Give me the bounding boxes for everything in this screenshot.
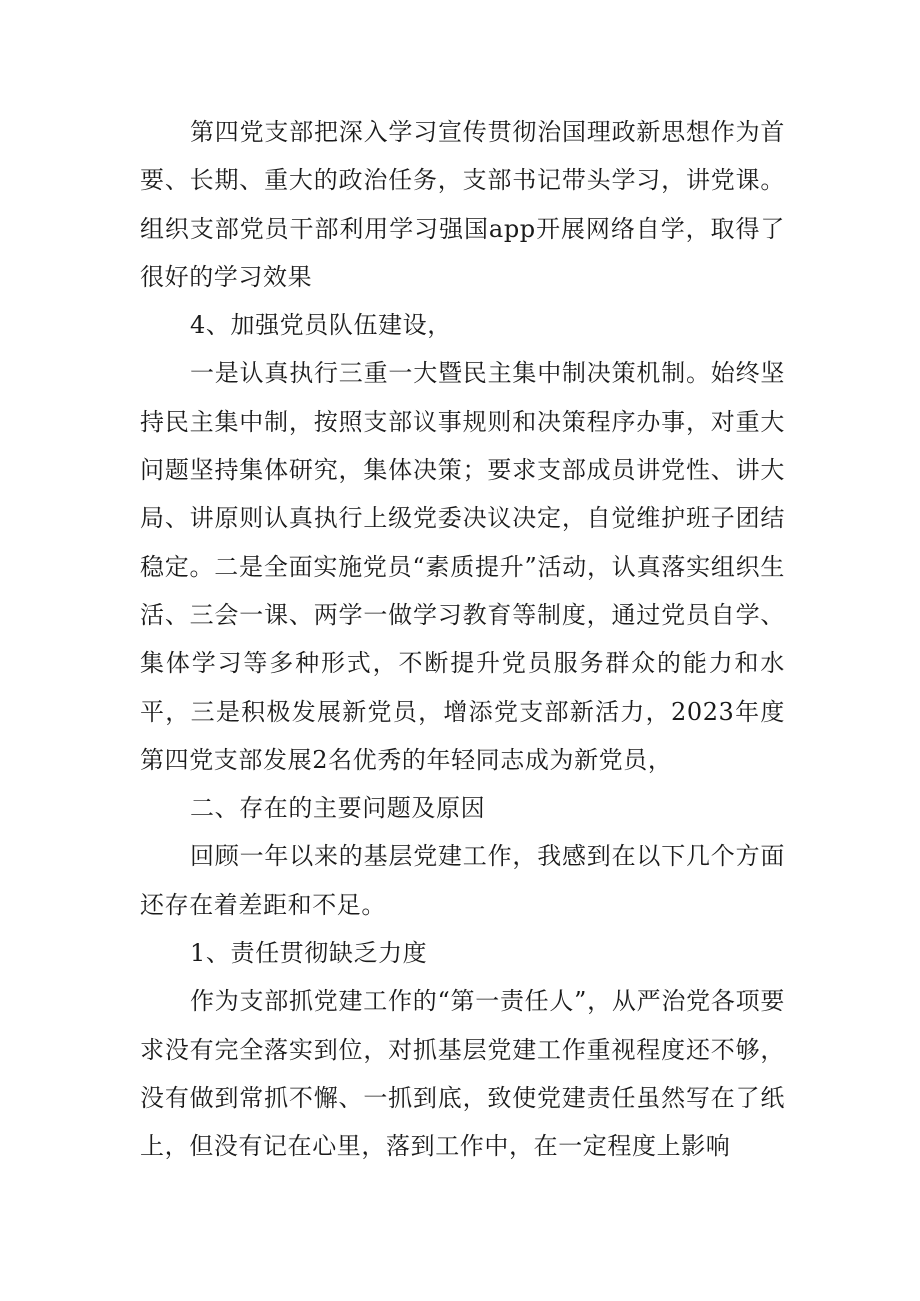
heading-main-problems: 二、存在的主要问题及原因 xyxy=(190,794,486,823)
document-body xyxy=(140,108,785,1171)
paragraph-democratic-centralism: 一是认真执行三重一大暨民主集中制决策机制。始终坚持民主集中制，按照支部议事规则和决策程序办事，对重大问题坚持集体研究，集体决策；要求支部成员讲党性、讲大局、讲原则认真执行上级党委决议决定，自觉维护班子团结稳定。二是全面实施党员“素质提升”活动，认真落实组织生活、三会一课、两学一做学习教育等制度，通过党员自学、集体学习等多种形式，不断提升党员服务群众的能力和水平，三是积极发展新党员，增添党支部新活力，2023年度第四党支部发展2名优秀的年轻同志成为新党员， xyxy=(140,359,785,774)
paragraph-study-effort: 第四党支部把深入学习宣传贯彻治国理政新思想作为首要、长期、重大的政治任务，支部书记带头学习，讲党课。组织支部党员干部利用学习强国app开展网络自学，取得了很好的学习效果 xyxy=(140,118,785,291)
heading-party-member-team: 4、加强党员队伍建设， xyxy=(190,311,452,340)
heading-responsibility: 1、责任贯彻缺乏力度 xyxy=(190,939,428,968)
paragraph-review: 回顾一年以来的基层党建工作，我感到在以下几个方面还存在着差距和不足。 xyxy=(140,842,785,919)
paragraph-responsibility-detail: 作为支部抓党建工作的“第一责任人”，从严治党各项要求没有完全落实到位，对抓基层党建工作重视程度还不够，没有做到常抓不懈、一抓到底，致使党建责任虽然写在了纸上，但没有记在心里，落到工作中，在一定程度上影响 xyxy=(140,987,785,1161)
